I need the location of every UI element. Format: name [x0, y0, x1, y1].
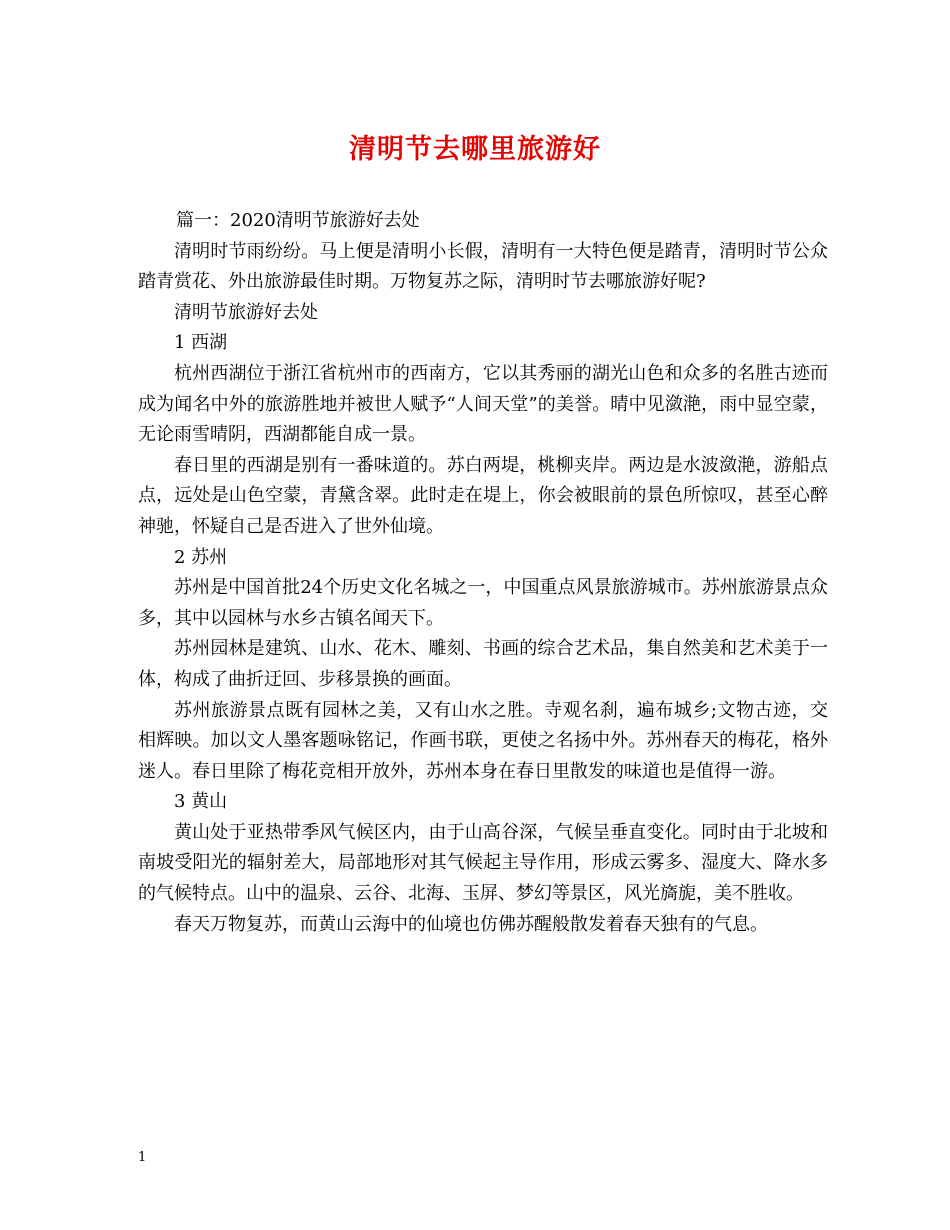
section-heading: 篇一：2020清明节旅游好去处	[176, 210, 420, 231]
paragraph: 清明时节雨纷纷。马上便是清明小长假，清明有一大特色便是踏青，清明时节公众踏青赏花、外出旅游最佳时期。万物复苏之际，清明时节去哪旅游好呢?	[138, 240, 828, 293]
item-heading: 2 苏州	[174, 546, 228, 568]
subheading: 清明节旅游好去处	[174, 301, 318, 323]
page-number: 1	[138, 1150, 147, 1165]
paragraph: 苏州是中国首批24个历史文化名城之一，中国重点风景旅游城市。苏州旅游景点众多，其中以园林与水乡古镇名闻天下。	[138, 577, 828, 629]
document-body	[138, 206, 828, 940]
paragraph: 杭州西湖位于浙江省杭州市的西南方，它以其秀丽的湖光山色和众多的名胜古迹而成为闻名中外的旅游胜地并被世人赋予“人间天堂”的美誉。晴中见潋滟，雨中显空蒙，无论雨雪晴阴，西湖都能自成一景。	[138, 362, 828, 446]
item-heading: 1 西湖	[174, 332, 228, 354]
item-heading: 3 黄山	[174, 791, 228, 813]
paragraph: 苏州园林是建筑、山水、花木、雕刻、书画的综合艺术品，集自然美和艺术美于一体，构成了曲折迂回、步移景换的画面。	[138, 638, 828, 690]
paragraph: 黄山处于亚热带季风气候区内，由于山高谷深，气候呈垂直变化。同时由于北坡和南坡受阳光的辐射差大，局部地形对其气候起主导作用，形成云雾多、湿度大、降水多的气候特点。山中的温泉、云谷、北海、玉屏、梦幻等景区，风光旖旎，美不胜收。	[138, 821, 828, 905]
document-title: 清明节去哪里旅游好	[349, 134, 601, 165]
paragraph: 苏州旅游景点既有园林之美，又有山水之胜。寺观名刹，遍布城乡;文物古迹，交相辉映。加以文人墨客题咏铭记，作画书联，更使之名扬中外。苏州春天的梅花，格外迷人。春日里除了梅花竞相开放外，苏州本身在春日里散发的味道也是值得一游。	[138, 699, 828, 782]
paragraph: 春天万物复苏，而黄山云海中的仙境也仿佛苏醒般散发着春天独有的气息。	[174, 913, 768, 935]
paragraph: 春日里的西湖是别有一番味道的。苏白两堤，桃柳夹岸。两边是水波潋滟，游船点点，远处是山色空蒙，青黛含翠。此时走在堤上，你会被眼前的景色所惊叹，甚至心醉神驰，怀疑自己是否进入了世外仙境。	[138, 454, 828, 537]
